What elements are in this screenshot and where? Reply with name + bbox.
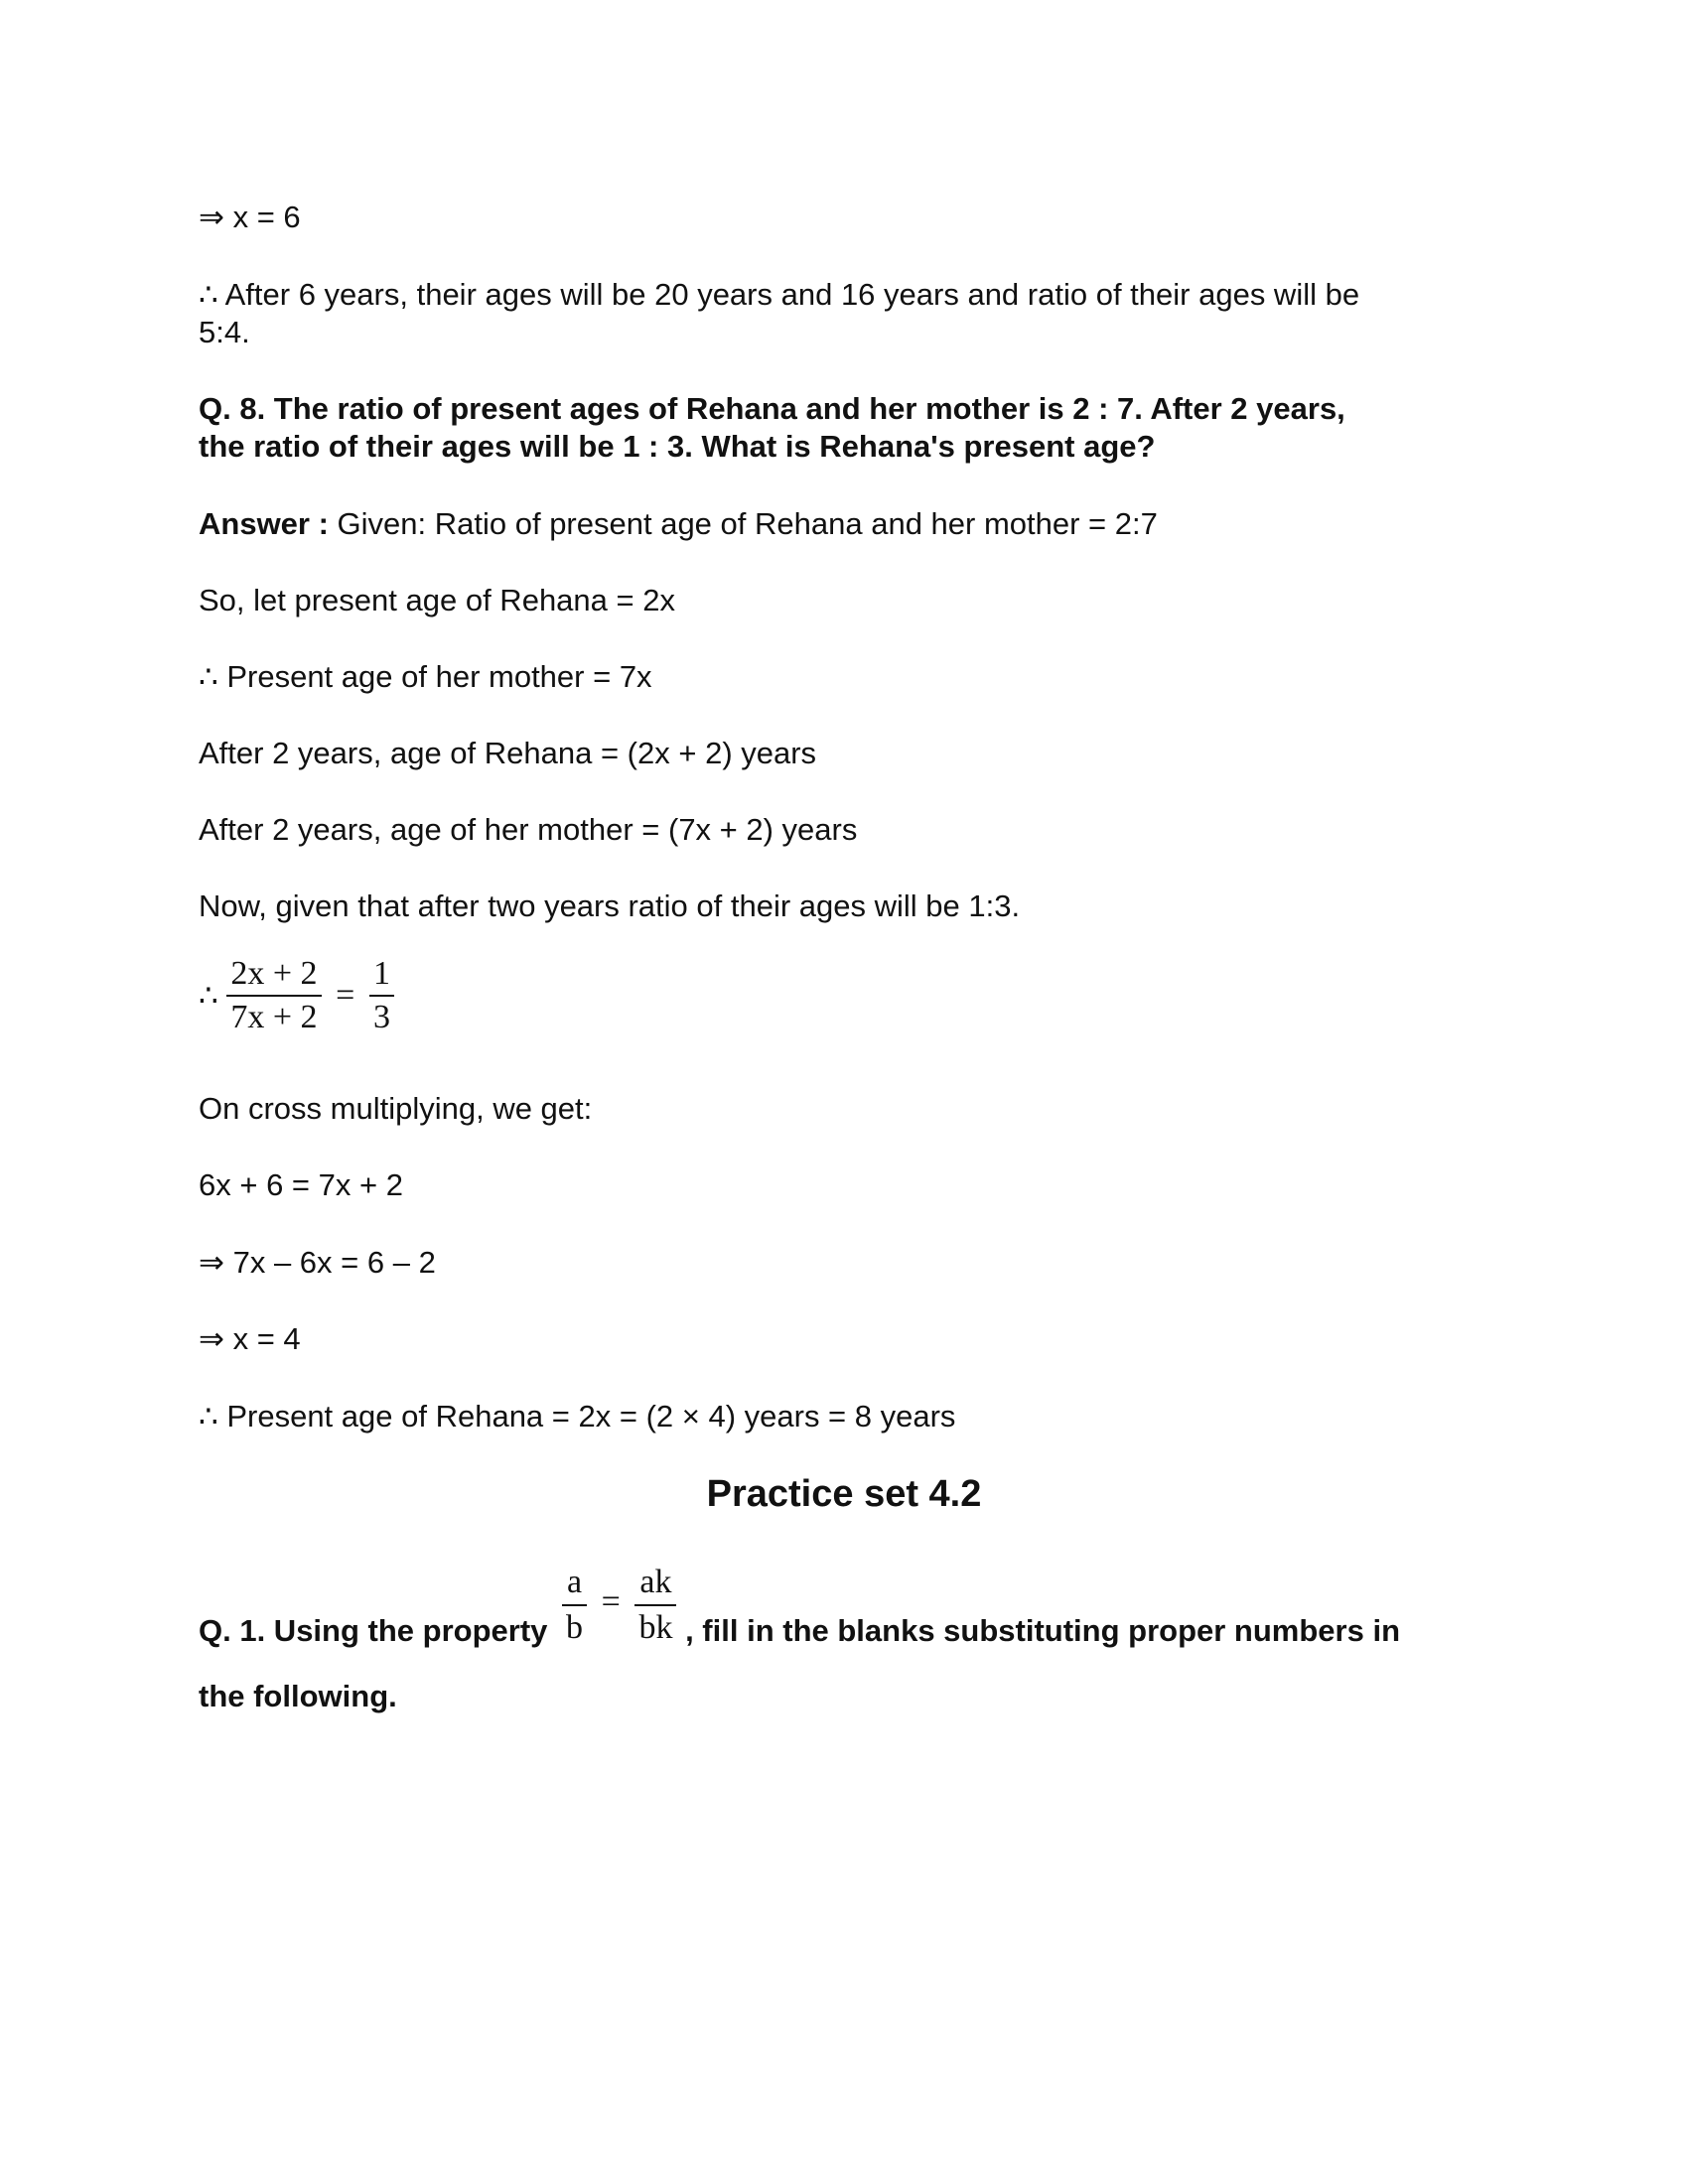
- therefore-symbol: ∴: [199, 978, 218, 1013]
- question-heading: [199, 1561, 1400, 1650]
- fraction-denominator: 3: [372, 999, 390, 1035]
- text-line: So, let present age of Rehana = 2x: [199, 583, 675, 617]
- property-fraction-left: [562, 1561, 587, 1650]
- text-line: On cross multiplying, we get:: [199, 1091, 593, 1126]
- text-line: ∴ Present age of her mother = 7x: [199, 659, 652, 694]
- fraction-numerator: a: [562, 1561, 587, 1606]
- section-heading: Practice set 4.2: [706, 1473, 982, 1515]
- equation-ratio: [199, 953, 394, 1038]
- answer-text: Given: Ratio of present age of Rehana and her mother = 2:7: [328, 506, 1158, 541]
- question-suffix: , fill in the blanks substituting proper numbers in: [685, 1613, 1401, 1648]
- fraction-denominator: 7x + 2: [230, 999, 318, 1035]
- text-line: ⇒ 7x – 6x = 6 – 2: [199, 1245, 436, 1280]
- fraction-right: [369, 953, 394, 1038]
- text-line: ∴ After 6 years, their ages will be 20 years and 16 years and ratio of their ages will be: [199, 277, 1360, 312]
- answer-line: [199, 505, 1158, 543]
- question-heading: the following.: [199, 1679, 397, 1713]
- text-line: ⇒ x = 6: [199, 200, 301, 234]
- question-prefix: Q. 1. Using the property: [199, 1613, 548, 1648]
- equals-sign: =: [336, 977, 355, 1014]
- fraction-numerator: 2x + 2: [226, 953, 321, 997]
- fraction-denominator: bk: [638, 1609, 673, 1646]
- question-heading: the ratio of their ages will be 1 : 3. What is Rehana's present age?: [199, 429, 1156, 464]
- text-line: Now, given that after two years ratio of their ages will be 1:3.: [199, 888, 1021, 923]
- fraction-numerator: 1: [369, 953, 394, 997]
- question-heading: Q. 8. The ratio of present ages of Rehana and her mother is 2 : 7. After 2 years,: [199, 391, 1345, 426]
- fraction-denominator: b: [566, 1609, 584, 1646]
- fraction-left: [226, 953, 321, 1038]
- equals-sign: =: [601, 1583, 621, 1620]
- text-line: 5:4.: [199, 315, 250, 349]
- text-line: ∴ Present age of Rehana = 2x = (2 × 4) years = 8 years: [199, 1399, 956, 1433]
- text-line: 6x + 6 = 7x + 2: [199, 1167, 403, 1202]
- property-fraction-right: [634, 1561, 676, 1650]
- text-line: ⇒ x = 4: [199, 1321, 301, 1356]
- fraction-numerator: ak: [634, 1561, 676, 1606]
- text-line: After 2 years, age of Rehana = (2x + 2) years: [199, 736, 817, 770]
- text-line: After 2 years, age of her mother = (7x + 2) years: [199, 812, 858, 847]
- answer-label: Answer :: [199, 506, 329, 541]
